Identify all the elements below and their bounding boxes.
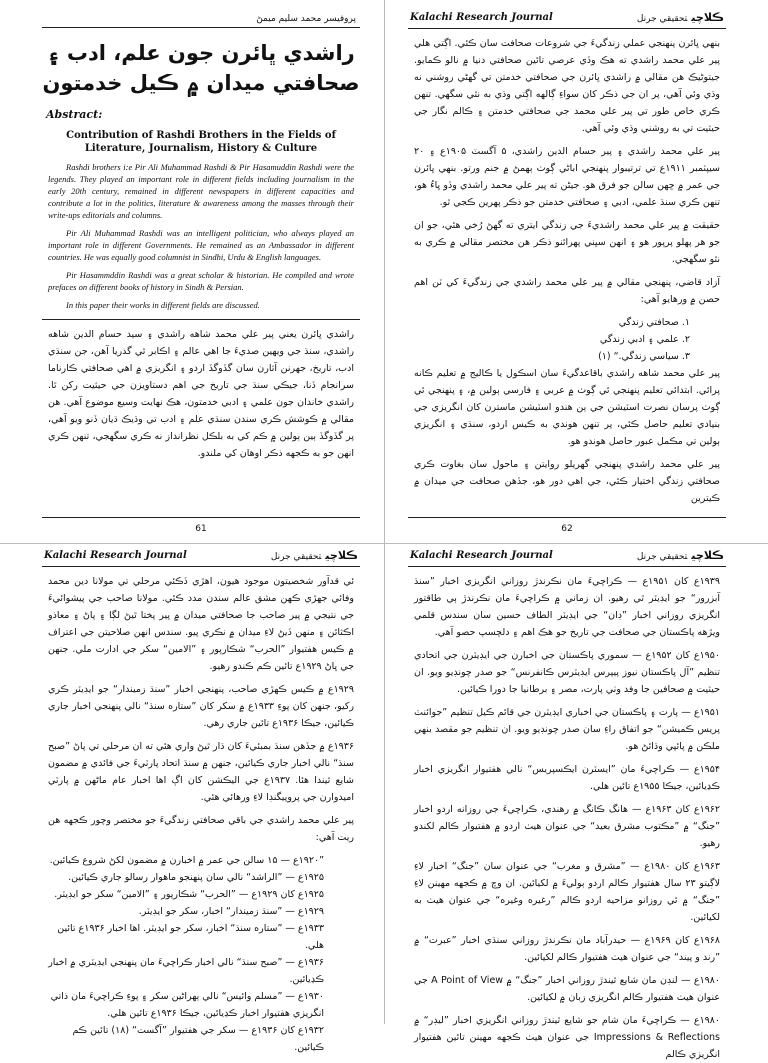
paragraph: بنهي ڀائرن پنهنجي عملي زندگيءَ جي شروعات صحافت سان ڪئي. اڳتي هلي پير علي محمد راشدي ته هڪ وڏي عرصي تائين صحافتي دنيا ۾ نالو ڪمايو. جيتوڻيڪ هن مقالي ۾ راشدي ڀائرن جي صحافتي خدمتن تي گهڻي روشني نه وڌي وئي آهي، پر ان جي ذڪر کان سواءِ ڳالهه اڳتي وڌي به نٿي سگهي. تنهن ڪري خاص طور تي پير علي محمد جي صحافتي خدمتن ۽ ڪالم نگار جي حيثيت تي به روشني وڌي وئي آهي. bbox=[414, 38, 720, 134]
list-item: ۱۹۳۰ع — ”مسلم وائيس“ نالي ٻهراڻين سکر ۽ پوءِ ڪراچيءَ مان ذاتي انگريزي هفتيوار اخبار ڪڍيائين، جيڪا ۱۹۳۶ع تائين هلي. bbox=[50, 991, 324, 1019]
english-title: Contribution of Rashdi Brothers in the Fields of Literature, Journalism, History & Culture bbox=[66, 130, 336, 154]
running-header bbox=[408, 548, 726, 567]
body-text bbox=[414, 573, 720, 1063]
list-item: ۱۹۵۰ع کان ۱۹۵۲ع — سموري پاڪستان جي اخبارن جي ايڊيٽرن جي اتحادي تنظيم ”آل پاڪستان نيوز پيپرس ايڊيٽرس ڪانفرنس“ جو صدر چونڊيو ويو. ان حيثيت ۾ صحافين جا وفد وٺي پارت، مصر ۽ برطانيا جا دورا ڪيائين. bbox=[414, 650, 720, 695]
paragraph: ۱۹۳۶ع ۾ جڏهن سنڌ بمبئيءَ کان ڌار ٿيڻ واري هئي ته ان مرحلي تي پاڻ ”صبح سنڌ“ نالي اخبار جاري ڪيائين، جنهن ۾ سنڌ اتحاد پارٽيءَ جي فائدي ۾ مضمون شايع ٿيندا هئا. ۱۹۳۷ع جي اليڪشن کان اڳ اها اخبار عام ماڻهن ۾ پارٽي اميدوارن جي پروپيگنڊا لاءِ ورهائي هئي. bbox=[48, 741, 354, 803]
page-bottom-left bbox=[42, 548, 360, 1053]
paragraph: پير علي محمد شاهه راشدي باقاعدگيءَ سان اسڪول يا ڪاليج ۾ تعليم ڪانه پرائي. ابتدائي تعليم پنهنجي ئي ڳوٺ ۾ عربي ۽ فارسي ٻولين ۾، ۽ پنهنجي ئي ڳوٺ پرسان نصرت اسٽيشن جي ٻن هندو اسٽيشن ماسترن کان انگريزي جي بنيادي تعليم حاصل ڪئي، پر تنهن هوندي به ڪيس اردو، سنڌي ۽ انگريزي ٻولين تي مڪمل عبور حاصل هوندو هو. bbox=[414, 368, 720, 447]
body-text bbox=[414, 35, 720, 507]
list-item: ۱۹۳۶ع — ”صبح سنڌ“ نالي اخبار ڪراچيءَ مان پنهنجي ايڊيٽري ۾ اخبار ڪڍيائين. bbox=[48, 957, 324, 985]
list-item: ۱. صحافتي زندگي bbox=[618, 317, 690, 328]
page-bottom-right bbox=[408, 548, 726, 1060]
paragraph: پير علي محمد راشدي پنهنجي گهريلو روايتن ۽ ماحول سان بغاوت ڪري صحافتي زندگي اختيار ڪئي، جي اهي دور هو، جڏهن صحافت جي ميدان ۾ ڪيترين bbox=[414, 459, 720, 504]
list-item: ۱۹۶۳ع کان ۱۹۸۰ع — ”مشرق و مغرب“ جي عنوان سان ”جنگ“ اخبار لاءِ لاڳيتو ۲۳ سال هفتيوار ڪالم اردو ٻوليءَ ۾ لکيائين. ان وچ ۾ ڪجهه مهينن لاءِ ”جنگ“ ۾ ئي روزانو مزاحيه اردو ڪالم ”رغيره وغيره“ جي عنوان هيٺ به لکيائين. bbox=[414, 861, 721, 923]
running-header bbox=[408, 10, 726, 29]
list-item: ۱۹۳۲ع کان ۱۹۳۶ع — سکر جي هفتيوار ”آگست“ (۱۸) تائين ڪم ڪيائين. bbox=[72, 1025, 324, 1053]
body-text bbox=[48, 573, 354, 1056]
list-item: ۱۹۶۲ع کان ۱۹۶۳ع — هانگ ڪانگ ۾ رهندي، ڪراچيءَ جي روزانه اردو اخبار ”جنگ“ ۾ ”مڪتوب مشرق بعيد“ جي عنوان هيٺ اردو ۾ هفتيوار ڪالم لکندو رهيو. bbox=[414, 804, 721, 849]
journal-name: Kalachi Research Journal bbox=[410, 550, 553, 561]
abstract-paragraph: In this paper their works in different fields are discussed. bbox=[66, 300, 260, 310]
list-item: ۱۹۲۹ع — ”سنڌ زميندار“ اخبار، سکر جو ايڊيٽر. bbox=[138, 906, 324, 917]
list-item: ۱۹۵۴ع — ڪراچيءَ مان ”ايسٽرن ايڪسپريس“ نالي هفتيوار انگريزي اخبار ڪڍيائين، جيڪا ۱۹۵۵ع تائين هلي. bbox=[414, 764, 720, 792]
page-61 bbox=[42, 10, 360, 538]
list-item: ۱۹۸۰ع — ڪراچيءَ مان شام جو شايع ٿيندڙ روزاني انگريزي اخبار ”ليڊر“ ۾ Impressions & Reflections جي عنوان هيٺ ڪجهه مهينن تائين هفتيوار انگريزي ڪالم bbox=[414, 1015, 720, 1060]
journal-name-sindhi-sub: تحقيقي جرنل bbox=[636, 552, 688, 562]
journal-name-sindhi bbox=[271, 549, 358, 562]
paragraph: آزاد قاضي، پنهنجي مقالي ۾ پير علي محمد راشدي جي زندگيءَ کي ٽن اهم حصن ۾ ورهايو آهي: bbox=[414, 277, 720, 305]
running-header bbox=[42, 548, 360, 567]
list-item: ۱۹۲۵ع کان ۱۹۲۹ع — ”الحرب“ شڪارپور ۽ ”الامين“ سکر جو ايڊيٽر. bbox=[54, 889, 324, 900]
journal-name-sindhi-bold: ڪلاچي bbox=[691, 11, 724, 24]
paragraph: پير علي محمد راشدي ۽ پير حسام الدين راشدي، ۵ آگسٽ ۱۹۰۵ع ۽ ۲۰ سيپٽمبر ۱۹۱۱ع تي ترتيبوار پنهنجي اباڻي ڳوٺ ٻهمڻ ۾ جنم ورتو. بنهي ڀائرن جي عمر ۾ ڇهن سالن جو فرق هو. جيڻن ته پير علي محمد راشدي وڏو ڀاءُ هو، تنهن ڪري سنڌ علمي، ادبي ۽ صحافتي خدمتن جو ذڪر پهرين ڪجي ٿو. bbox=[414, 146, 720, 208]
journal-name: Kalachi Research Journal bbox=[410, 12, 553, 23]
page-number: 62 bbox=[561, 524, 573, 534]
list-item: ۱۹۸۰ع — لنڊن مان شايع ٿيندڙ روزاني اخبار ”جنگ“ ۾ A Point of View جي عنوان هيٺ هفتيوار ڪالم انگريزي زبان ۾ لکيائين. bbox=[414, 975, 720, 1003]
footer-rule bbox=[408, 517, 726, 518]
paragraph: ئي قدآور شخصيتون موجود هيون، اهڙي ڏڪئي مرحلي تي مولانا دين محمد وفائي جهڙي ڪهن مشق عالم سندن مدد ڪئي. مولانا صاحب جي پيشوائيءَ جي نتيجي ۾ پير صاحب جا صحافتي ميدان ۾ پير پختا ٿيڻ لڳا ۽ پاڻ ۽ معاذو اڪثائن ۽ منهن ڏيڻ لاءِ ميدان ۾ نڪري پيو. سندس انهن صلاحيتن جي اعتراف ۾ ڪيس هفتيوار ”الحرب“ شڪارپور ۽ ”الامين“ سکر جي ادارت ملي. جنهن جي ڀاڻ ۱۹۲۹ع تائين ڪم ڪندو رهيو. bbox=[48, 576, 354, 672]
paragraph: حقيقت ۾ پير علي محمد راشديءَ جي زندگي ايتري ته گهڻ رُخي هئي، جو ان جو هر پهلو پرپور هو ۽ انهن سڀني پهرائنو ذڪر هن مختصر مقالي ۾ ڪري به نٿو سگهجي. bbox=[414, 220, 720, 265]
body-text bbox=[48, 326, 354, 462]
abstract-paragraph: Pir Ali Muhammad Rashdi was an intelligent politician, who always played an important role in different Governments. He remained as an Ambassador in different countries. He was equally good columnist in Sindhi, Urdu & English languages. bbox=[48, 228, 354, 262]
journal-name-sindhi bbox=[637, 549, 724, 562]
abstract-label: Abstract: bbox=[46, 108, 103, 121]
page-62 bbox=[408, 10, 726, 538]
journal-name-sindhi bbox=[637, 11, 724, 24]
journal-name: Kalachi Research Journal bbox=[44, 550, 187, 561]
list-item: ۲. علمي ۽ ادبي زندگي bbox=[599, 334, 690, 345]
paragraph: ۱۹۲۹ع ۾ ڪيس ڪهڙي صاحب، پنهنجي اخبار ”سنڌ زميندار“ جو ايڊيٽر ڪري رکيو، جنهن کان پوءِ ۱۹۳۳ع ۾ سکر کان ”ستاره سنڌ“ نالي پنهنجي اخبار جاري ڪيائين، جيڪا ۱۹۳۶ع تائين جاري رهي. bbox=[48, 684, 354, 729]
journal-name-sindhi-sub: تحقيقي جرنل bbox=[636, 14, 688, 24]
journal-name-sindhi-sub: تحقيقي جرنل bbox=[270, 552, 322, 562]
page-number: 61 bbox=[195, 524, 207, 534]
abstract-paragraph: Pir Hasammddin Rashdi was a great scholar & historian. He compiled and wrote prefaces on different books of history in Sindh & Persian. bbox=[48, 270, 354, 292]
journal-name-sindhi-bold: ڪلاچي bbox=[325, 549, 358, 562]
list-item: ”۱۹۲۰ع — ۱۵ سالن جي عمر ۾ اخبارن ۾ مضمون لکڻ شروع ڪيائين. bbox=[49, 855, 324, 866]
author-name: پروفيسر محمد سليم ميمڻ bbox=[256, 14, 356, 24]
list-item: ۱۹۲۵ع — ”الراشد“ نالي سان پنهنجو ماهوار رسالو جاري ڪيائين. bbox=[68, 872, 324, 883]
article-title: راشدي ڀائرن جون علم، ادب ۽ صحافتي ميدان ۾ ڪيل خدمتون bbox=[42, 41, 360, 95]
abstract-paragraph: Rashdi brothers i:e Pir Ali Muhammad Rashdi & Pir Hasamuddin Rashdi were the legends. They played an important role in different fields including journalism in the early 20th century, remained in different newspapers in different capacities and contribute a lot in the politics, literature & awareness among the masses through their write-ups editorials and columns. bbox=[48, 162, 354, 220]
list-item: ۱۹۳۹ع کان ۱۹۵۱ع — ڪراچيءَ مان نڪرندڙ روزاني انگريزي اخبار ”سنڌ آبزرور“ جو ايڊيٽر ٿي رهيو. ان زماني ۾ ڪراچيءَ مان نڪرندڙ ٻي طاقتور انگريزي روزاني اخبار ”ڊان“ جي ايڊيٽر الطاف حسين سان سندس قلمي ويڙهه پاڪستان جي صحافت جي تاريخ جو هڪ اهم ۽ دلچسپ حصو آهي. bbox=[414, 576, 720, 638]
list-item: ۱۹۶۸ع کان ۱۹۶۹ع — حيدرآباد مان نڪرندڙ روزاني سنڌي اخبار ”عبرت“ ۾ ”رند و پيند“ جي عنوان هيٺ هفتيوار ڪالم لکيائين. bbox=[414, 935, 720, 963]
footer-rule bbox=[42, 517, 360, 518]
gutter-horizontal bbox=[0, 543, 768, 544]
gutter-vertical bbox=[384, 0, 385, 1024]
paragraph: پير علي محمد راشدي جي باقي صحافتي زندگيءَ جو مختصر وچور ڪجهه هن ريت آهي: bbox=[48, 815, 354, 843]
paragraph: راشدي ڀائرن يعني پير علي محمد شاهه راشدي ۽ سيد حسام الدين شاهه راشدي، سنڌ جي ويهين صديءَ جا اهي عالم ۽ اڪابر ٿي گذريا آهن، جن سنڌي ادب، تاريخ، جهرنن آثارن سان گڏوگڏ اردو ۽ انگريزي ۾ اهي صحافتي ڪارناما سرانجام ڏنا، جيڪي سنڌ جي تاريخ جي اهم دستاويزن جي حيثيت رکن ٿا. راشدي خاندان جون علمي ۽ ادبي خدمتون، هڪ نهايت وسيع موضوع آهي. هن مقالي ۾ ڪوشش ڪري سندن سنڌي علم ۽ ادب تي وڌيڪ ڌيان ڏنو ويو آهي، پر گڏوگڏ ٻين ٻولين ۾ ڪم کي به بلڪل نظرانداز نه ڪري سگهجي، تنهن ڪري انهن جو به ڪجهه ذڪر اوهان کي ملندو. bbox=[48, 329, 354, 459]
list-item: ۱۹۵۱ع — پارت ۽ پاڪستان جي اخباري ايڊيٽرن جي قائم ڪيل تنظيم ”جوائنٽ پريس ڪميشن“ جو اتفاق راءِ سان صدر چونڊيو ويو. ان تنظيم جو مقصد بنهي ملڪن ۾ پائپي وڌائڻ هو. bbox=[414, 707, 720, 752]
list-item: ۱۹۳۳ع — ”ستاره سنڌ“ اخبار، سکر جو ايڊيٽر. اها اخبار ۱۹۳۶ع تائين هلي. bbox=[57, 923, 324, 951]
journal-name-sindhi-bold: ڪلاچي bbox=[691, 549, 724, 562]
divider bbox=[42, 27, 360, 28]
divider bbox=[42, 319, 360, 320]
list-item: ۳. سياسي زندگي.“ (۱) bbox=[598, 351, 690, 362]
